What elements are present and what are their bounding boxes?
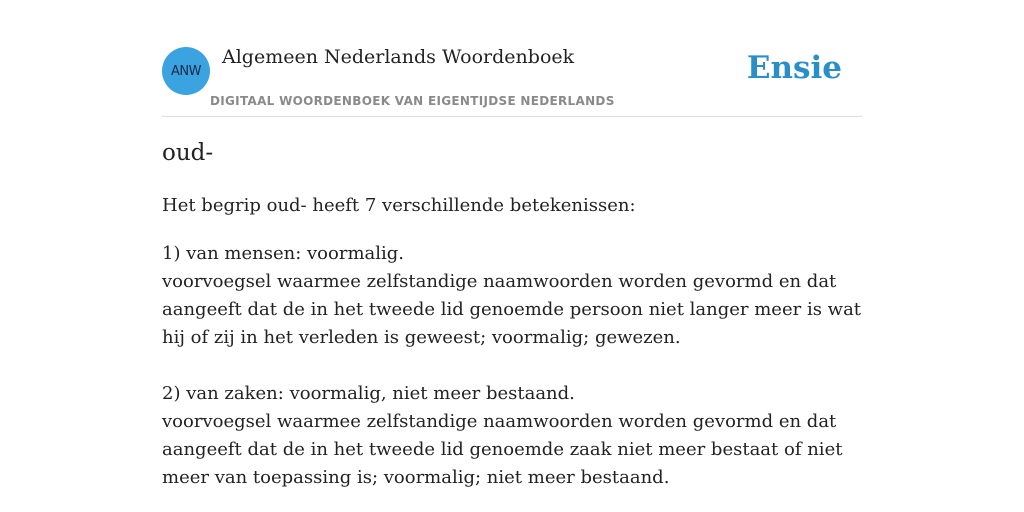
meanings-intro: Het begrip oud- heeft 7 verschillende betekenissen: — [162, 195, 636, 216]
ensie-brand-link[interactable]: Ensie — [746, 50, 842, 86]
meaning-definition: voorvoegsel waarmee zelfstandige naamwoorden worden gevormd en dat aangeeft dat de in het tweede lid genoemde persoon niet langer meer is wat hij of zij in het verleden is geweest; voormalig; gewezen. — [162, 271, 862, 348]
logo-text: ANW — [171, 63, 201, 79]
meaning-label: 1) van mensen: voormalig. — [162, 243, 404, 264]
meaning-label: 2) van zaken: voormalig, niet meer bestaand. — [162, 383, 575, 404]
site-header — [162, 40, 862, 117]
meaning-item — [162, 240, 862, 352]
meanings-list — [162, 240, 862, 512]
anw-logo[interactable] — [162, 47, 210, 95]
dictionary-subtitle: DIGITAAL WOORDENBOEK VAN EIGENTIJDSE NEDERLANDS — [210, 94, 615, 108]
headword: oud- — [162, 140, 214, 166]
meaning-item — [162, 380, 862, 492]
meaning-definition: voorvoegsel waarmee zelfstandige naamwoorden worden gevormd en dat aangeeft dat de in het tweede lid genoemde zaak niet meer bestaat of niet meer van toepassing is; voormalig; niet meer bestaand. — [162, 411, 843, 488]
dictionary-title[interactable]: Algemeen Nederlands Woordenboek — [222, 46, 575, 68]
